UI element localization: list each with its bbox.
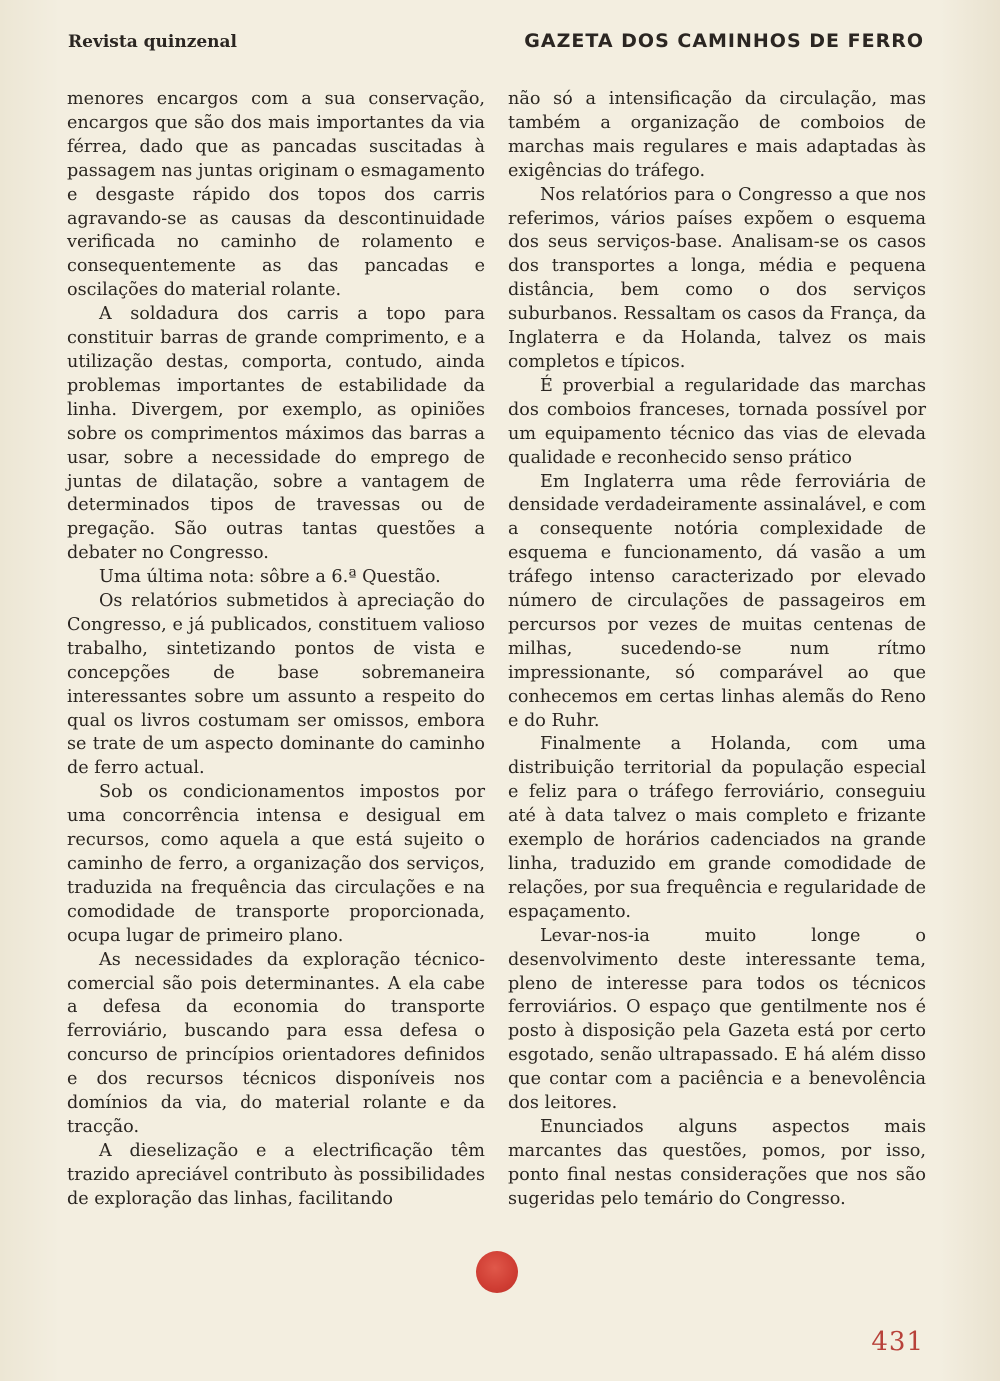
paragraph: Finalmente a Holanda, com uma distribuição territorial da população especial e feliz para o tráfego ferroviário, conseguiu até à data talvez o mais completo e frizante exemplo de horários cadenciados na grande linha, traduzido em grande comodidade de relações, por sua frequência e regularidade de espaçamento. [508,734,926,922]
paragraph: Os relatórios submetidos à apreciação do Congresso, e já publicados, constituem valioso trabalho, sintetizando pontos de vista e concepções de base sobremaneira interessantes sobre um assunto a respeito do qual os livros costumam ser omissos, embora se trate de um aspecto dominante do caminho de ferro actual. [67,591,485,779]
paragraph: A dieselização e a electrificação têm trazido apreciável contributo às possibilidades de exploração das linhas, facilitando [67,1140,485,1209]
paragraph: Enunciados alguns aspectos mais marcantes das questões, pomos, por isso, ponto final nestas considerações que nos são sugeridas pelo temário do Congresso. [508,1116,926,1209]
page-number: 431 [871,1327,924,1357]
left-column [67,88,485,1212]
paragraph: menores encargos com a sua conservação, encargos que são dos mais importantes da via férrea, dado que as pancadas suscitadas à passagem nas juntas originam o esmagamento e desgaste rápido dos topos dos carris agravando-se as causas da descontinuidade verificada no caminho de rolamento e consequentemente as das pancadas e oscilações do material rolante. [67,89,485,301]
paragraph: não só a intensificação da circulação, mas também a organização de comboios de marchas mais regulares e mais adaptadas às exigências do tráfego. [508,89,926,181]
right-column [508,88,926,1212]
paragraph: Nos relatórios para o Congresso a que nos referimos, vários países expõem o esquema dos seus serviços-base. Analisam-se os casos dos transportes a longa, média e pequena distância, bem como o dos serviços suburbanos. Ressaltam os casos da França, da Inglaterra e da Holanda, talvez os mais completos e típicos. [508,184,926,372]
red-stamp-dot [476,1251,518,1293]
paragraph: É proverbial a regularidade das marchas dos comboios franceses, tornada possível por um equipamento técnico das vias de elevada qualidade e reconhecido senso prático [508,375,926,468]
paragraph: As necessidades da exploração técnico-comercial são pois determinantes. A ela cabe a defesa da economia do transporte ferroviário, buscando para essa defesa o concurso de princípios orientadores definidos e dos recursos técnicos disponíveis nos domínios da via, do material rolante e da tracção. [67,949,485,1137]
journal-frequency: Revista quinzenal [68,32,238,52]
paragraph: A soldadura dos carris a topo para constituir barras de grande comprimento, e a utilização destas, comporta, contudo, ainda problemas importantes de estabilidade da linha. Divergem, por exemplo, as opiniões sobre os comprimentos máximos das barras a usar, sobre a necessidade do emprego de juntas de dilatação, sobre a vantagem de determinados tipos de travessas ou de pregação. São outras tantas questões a debater no Congresso. [67,304,485,564]
paragraph: Uma última nota: sôbre a 6.ª Questão. [99,567,441,588]
paragraph: Em Inglaterra uma rêde ferroviária de densidade verdadeiramente assinalável, e com a consequente notória complexidade de esquema e funcionamento, dá vasão a um tráfego intenso caracterizado por elevado número de circulações de passageiros em percursos por vezes de muitas centenas de milhas, sucedendo-se num rítmo impressionante, só comparável ao que conhecemos em certas linhas alemãs do Reno e do Ruhr. [508,471,926,731]
running-header [68,28,924,58]
paragraph: Levar-nos-ia muito longe o desenvolvimento deste interessante tema, pleno de interesse para todos os técnicos ferroviários. O espaço que gentilmente nos é posto à disposição pela Gazeta está por certo esgotado, senão ultrapassado. E há além disso que contar com a paciência e a benevolência dos leitores. [508,925,926,1114]
paragraph: Sob os condicionamentos impostos por uma concorrência intensa e desigual em recursos, como aquela a que está sujeito o caminho de ferro, a organização dos serviços, traduzida na frequência das circulações e na comodidade de transporte proporcionada, ocupa lugar de primeiro plano. [67,782,485,946]
journal-title: GAZETA DOS CAMINHOS DE FERRO [524,30,924,52]
